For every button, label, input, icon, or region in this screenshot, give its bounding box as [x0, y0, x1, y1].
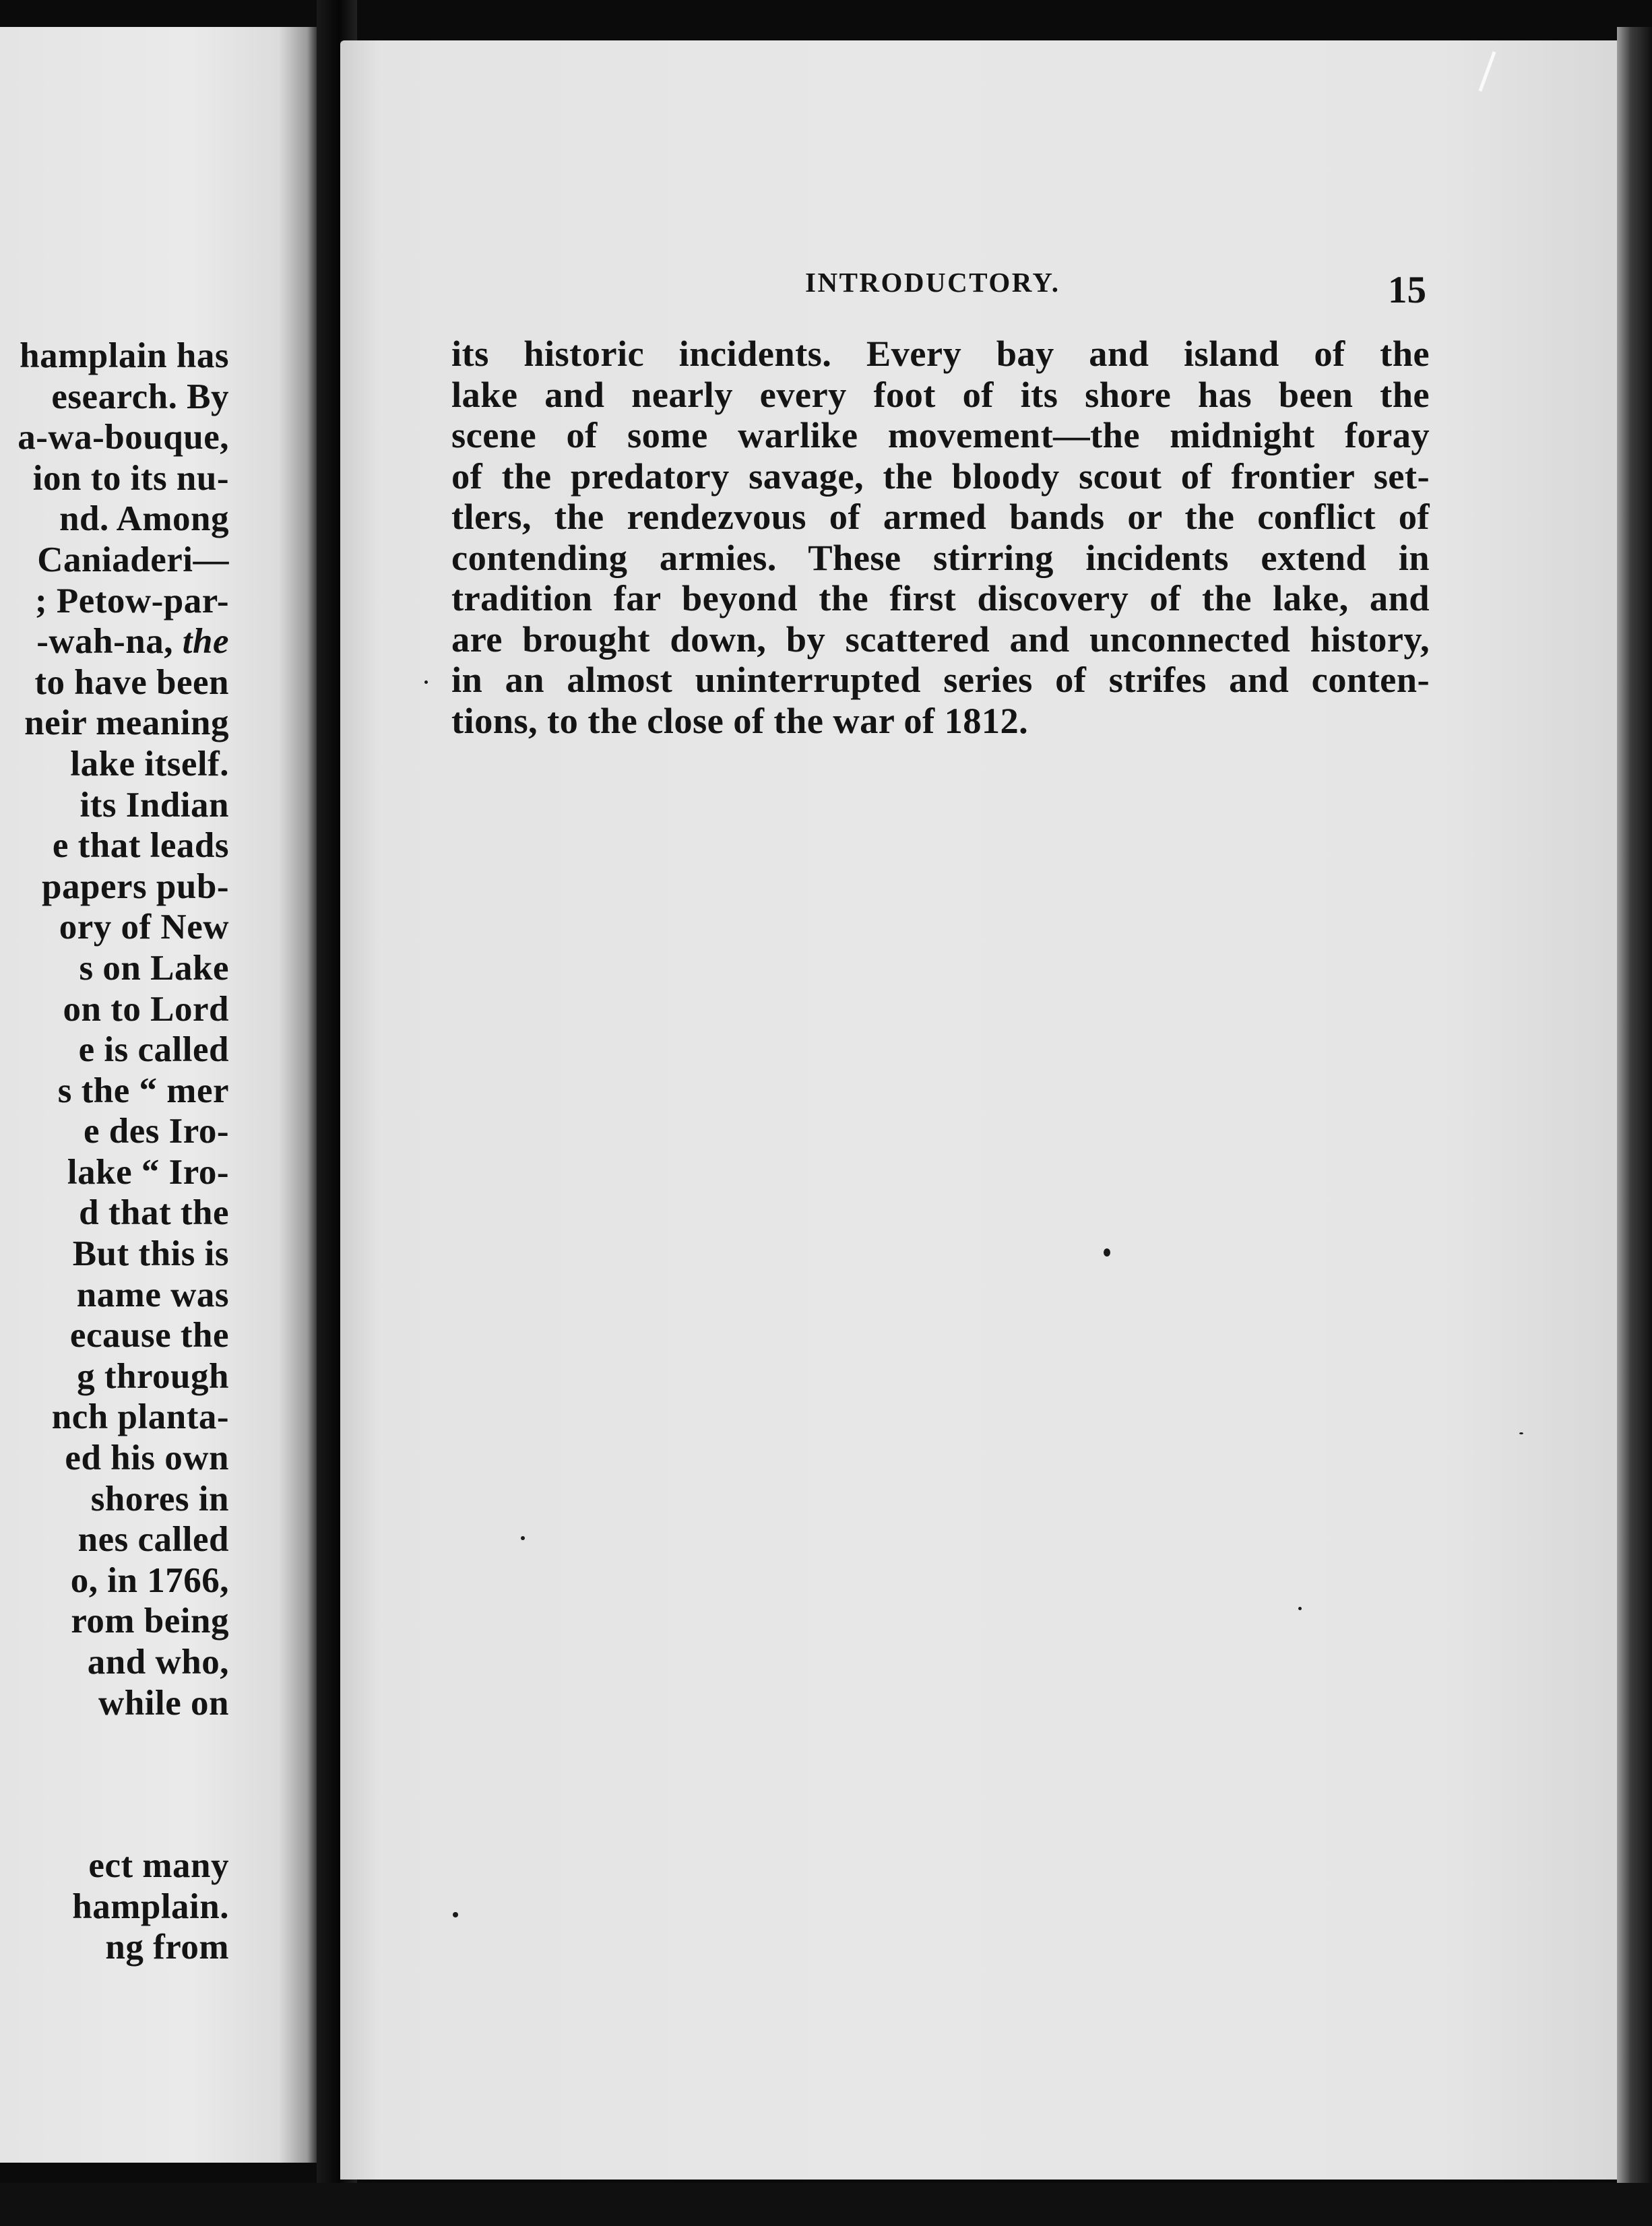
- ink-speck: [1298, 1607, 1302, 1610]
- facing-line: nd. Among: [59, 499, 229, 539]
- text-line: lake and nearly every foot of its shore has been the: [451, 373, 1430, 415]
- facing-line: o, in 1766,: [70, 1560, 229, 1600]
- facing-line: [0, 621, 229, 662]
- text-line: its historic incidents. Every bay and island of the: [451, 333, 1430, 374]
- paragraph-gap: [0, 1723, 229, 1845]
- facing-line: Caniaderi—: [37, 540, 229, 579]
- ink-speck: [424, 680, 428, 684]
- text-line: tradition far beyond the first discovery of the lake, and: [451, 577, 1430, 618]
- body-paragraph: [451, 333, 1430, 741]
- facing-line: hamplain has: [20, 336, 229, 375]
- text-line: tions, to the close of the war of 1812.: [451, 699, 1029, 741]
- facing-line: e des Iro-: [84, 1112, 229, 1151]
- text-line: tlers, the rendezvous of armed bands or the conflict of: [451, 496, 1430, 537]
- facing-line: ed his own: [65, 1438, 229, 1478]
- running-head: INTRODUCTORY.: [805, 267, 1060, 298]
- facing-line: on to Lord: [63, 989, 229, 1029]
- facing-line: while on: [98, 1683, 229, 1723]
- facing-line: ect many: [88, 1846, 229, 1886]
- facing-line: shores in: [90, 1479, 229, 1519]
- text-line: contending armies. These stirring incidents extend in: [451, 536, 1430, 578]
- facing-line: ; Petow-par-: [34, 581, 229, 621]
- page-number: 15: [1388, 269, 1426, 311]
- page-edge-shadow: [1617, 27, 1652, 2226]
- facing-line: name was: [76, 1275, 229, 1314]
- facing-line: lake “ Iro-: [67, 1152, 229, 1192]
- text-line: of the predatory savage, the bloody scout of frontier set-: [451, 455, 1430, 497]
- facing-line-text: -wah-na,: [36, 622, 174, 662]
- scan-bottom-border: [0, 2183, 1652, 2226]
- facing-italic-word: the: [182, 622, 229, 662]
- ink-speck: [1104, 1248, 1110, 1257]
- facing-line: ecause the: [69, 1316, 229, 1356]
- facing-page-left: [0, 27, 317, 2163]
- facing-line: nch planta-: [51, 1397, 229, 1437]
- facing-line: g through: [77, 1356, 229, 1396]
- facing-line: lake itself.: [70, 744, 229, 784]
- facing-line: ng from: [105, 1928, 229, 1967]
- facing-line: nes called: [77, 1520, 229, 1560]
- facing-line: ory of New: [59, 908, 229, 947]
- facing-line: s on Lake: [79, 948, 229, 988]
- facing-line: a-wa-bouque,: [18, 418, 229, 457]
- facing-line: to have been: [34, 662, 229, 702]
- facing-line: and who,: [87, 1643, 229, 1682]
- text-line: are brought down, by scattered and unconnected history,: [451, 618, 1430, 660]
- facing-line: ion to its nu-: [32, 458, 229, 498]
- ink-speck: [1519, 1432, 1523, 1434]
- facing-line: hamplain.: [72, 1886, 229, 1926]
- facing-line: d that the: [79, 1193, 229, 1233]
- facing-line: s the “ mer: [57, 1071, 229, 1110]
- facing-page-text: [0, 336, 229, 1968]
- facing-line: esearch. By: [51, 377, 229, 416]
- text-line: in an almost uninterrupted series of strifes and conten-: [451, 659, 1430, 700]
- facing-line: But this is: [72, 1234, 229, 1274]
- facing-line: papers pub-: [42, 866, 229, 906]
- facing-line: e that leads: [52, 826, 229, 866]
- ink-speck: [521, 1536, 525, 1540]
- facing-line: rom being: [71, 1601, 229, 1641]
- facing-line: neir meaning: [24, 703, 229, 743]
- facing-line: its Indian: [80, 785, 229, 825]
- text-line: scene of some warlike movement—the midnight foray: [451, 414, 1430, 455]
- facing-line: e is called: [78, 1030, 229, 1070]
- ink-speck: [453, 1912, 458, 1917]
